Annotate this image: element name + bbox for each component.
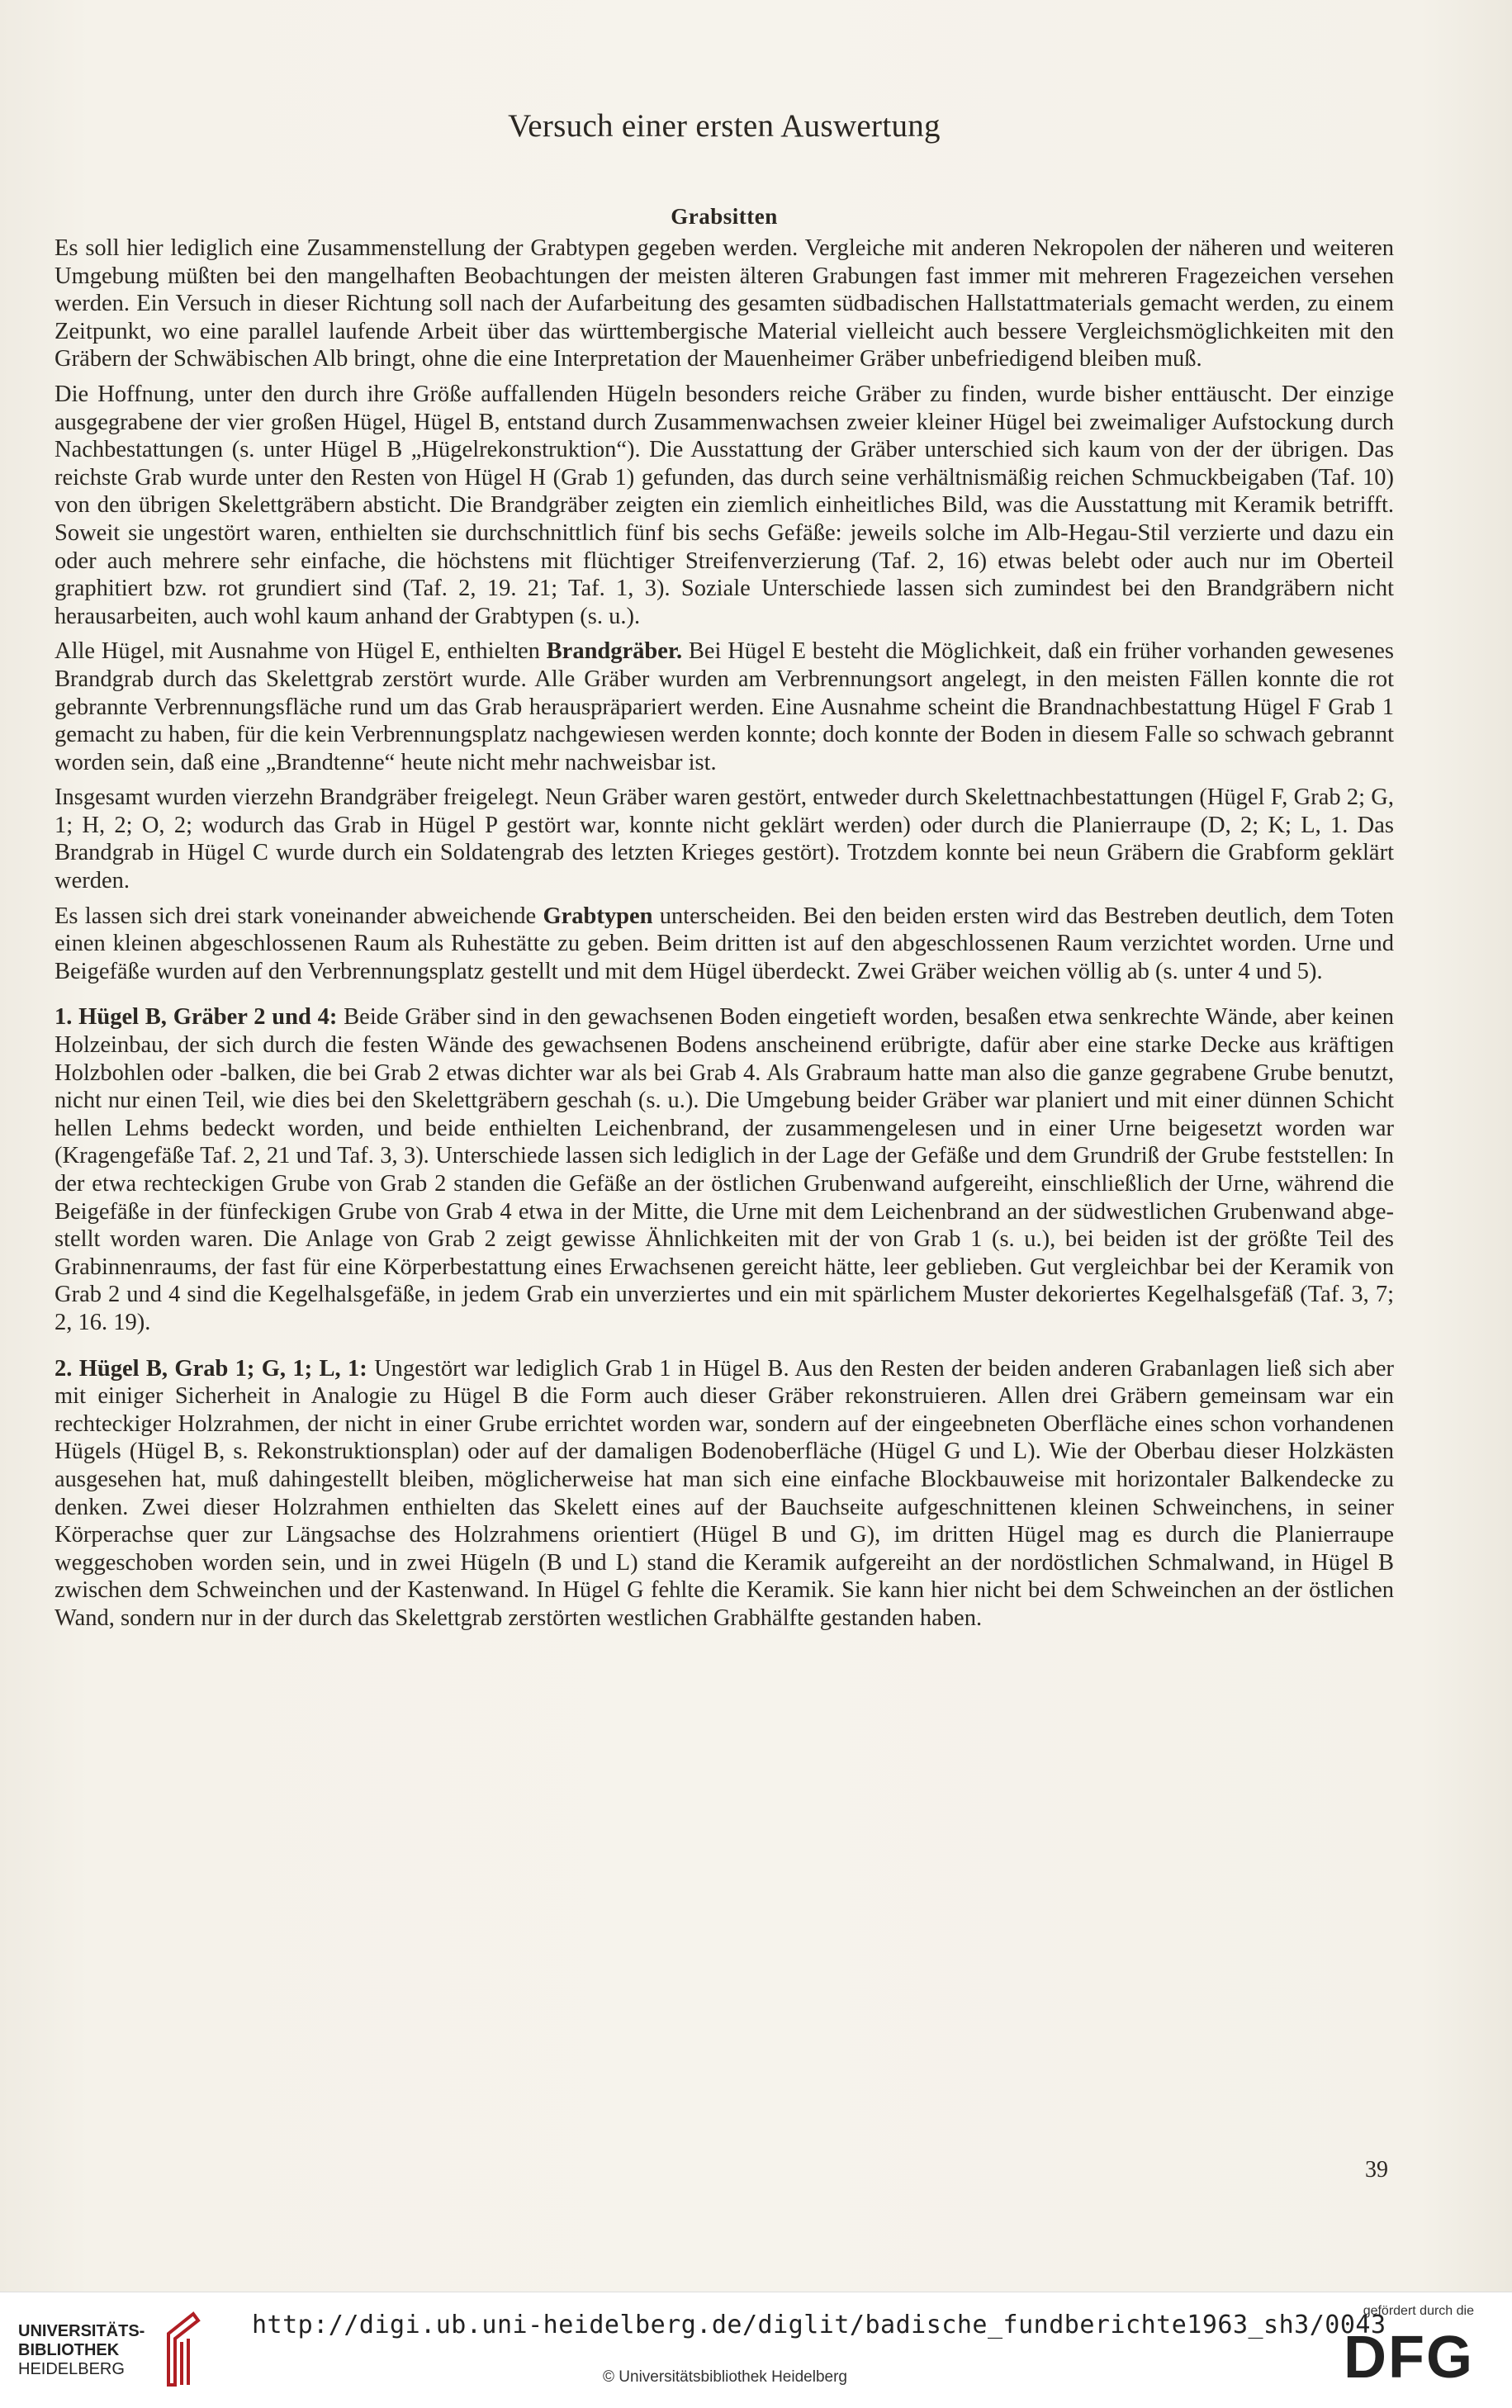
page-number: 39 xyxy=(1365,2157,1388,2183)
paragraph-5-post: unterscheiden. Bei den beiden ersten wird das Bestreben deutlich, dem Toten einen kleinen abgeschlossenen Raum als Ruhestätte zu geben. Beim dritten ist auf den abgeschlossenen Raum verzichtet worden. Urne und Beigefäße wurden auf den Verbrennungsplatz gestellt und mit dem Hügel überdeckt. Zwei Gräber weichen völlig ab (s. unter 4 und 5). xyxy=(55,903,1395,984)
paragraph-3-post: Bei Hügel E besteht die Möglichkeit, daß ein früher vorhanden gewesenes Brandgrab durch das Skelettgrab zerstört wurde. Alle Gräber wurden am Verbrennungsort angelegt, in den meisten Fällen konnte die rot gebrannte Verbrennungsfläche rund um das Grab herauspräpariert werden. Eine Ausnahme scheint die Brandnachbestattung Hügel F Grab 1 gemacht zu haben, für die kein Verbrennungsplatz nachgewiesen werden konnte; doch konnte der Boden in diesem Falle so schwach gebrannt worden sein, daß eine „Brandtenne“ heute nicht mehr nachweisbar ist. xyxy=(55,638,1394,775)
copyright-notice: © Universitätsbibliothek Heidelberg xyxy=(603,2368,847,2386)
paragraph-5 xyxy=(55,903,1394,986)
term-grabtypen: Grabtypen xyxy=(543,903,653,929)
footer-bar xyxy=(0,2292,1512,2408)
document-body xyxy=(55,107,1394,1640)
paragraph-4: Insgesamt wurden vierzehn Brandgräber freigelegt. Neun Gräber waren gestört, entweder durch Skelettnachbestattungen (Hügel F, Grab 2; G, 1; H, 2; O, 2; wodurch das Grab in Hügel P gestört war, konnte nicht geklärt werden) oder durch die Planierraupe (D, 2; K; L, 1. Das Brandgrab in Hügel C wurde durch ein Soldatengrab des letzten Krieges gestört). Trotzdem konnte bei neun Gräbern die Grabform geklärt werden. xyxy=(55,784,1394,894)
paragraph-7 xyxy=(55,1355,1394,1633)
paragraph-5-pre: Es lassen sich drei stark voneinander abweichende xyxy=(55,903,543,929)
paragraph-1: Es soll hier lediglich eine Zusammenstellung der Grabtypen gegeben werden. Vergleiche mit anderen Nekropolen der näheren und weiteren Umgebung müßten bei den mangelhaften Beobachtungen der meisten älteren Grabungen fast immer mit mehreren Fragezeichen versehen werden. Ein Versuch in dieser Richtung soll nach der Aufarbeitung des gesamten südbadischen Hallstattmaterials gemacht werden, zu einem Zeitpunkt, wo eine parallel laufende Arbeit über das württembergische Material vielleicht auch bessere Vergleichsmöglichkeiten mit den Gräbern der Schwäbischen Alb bringt, ohne die eine Interpretation der Mauenheimer Gräber unbefriedigend bleiben muß. xyxy=(55,235,1394,372)
section-2-heading: 2. Hügel B, Grab 1; G, 1; L, 1: xyxy=(55,1355,367,1382)
paragraph-3-pre: Alle Hügel, mit Ausnahme von Hügel E, enthielten xyxy=(55,638,547,665)
paragraph-6 xyxy=(55,1003,1394,1336)
library-name-line1: UNIVERSITÄTS- xyxy=(18,2322,145,2340)
dfg-wordmark: DFG xyxy=(1344,2325,1474,2391)
library-name-line2: BIBLIOTHEK xyxy=(18,2341,120,2359)
page-title: Versuch einer ersten Auswertung xyxy=(508,108,941,144)
library-name-line3: HEIDELBERG xyxy=(18,2360,125,2378)
paragraph-2: Die Hoffnung, unter den durch ihre Größe auffallenden Hügeln besonders reiche Gräber zu finden, wurde bisher enttäuscht. Der einzige ausgegrabene der vier großen Hügel, Hügel B, entstand durch Zusammenwachsen zweier kleiner Hügel bei zweimaliger Aufstockung durch Nachbestattungen (s. unter Hügel B „Hügelrekonstruktion“). Die Ausstattung der Gräber unterschied sich kaum von der der übrigen. Das reichste Grab wurde unter den Resten von Hügel H (Grab 1) gefunden, das durch seine verhältnismäßig reichen Schmuckbeigaben (Taf. 10) von den übrigen Skelettgräbern absticht. Die Brandgräber zeigten ein ziemlich einheitliches Bild, was die Ausstattung mit Keramik betrifft. Soweit sie ungestört waren, enthielten sie durchschnittlich fünf bis sechs Gefäße: jeweils solche im Alb-Hegau-Stil verzierte und dazu ein oder auch mehrere sehr einfache, die höchstens mit flüchtiger Streifenverzierung (Taf. 2, 16) etwas belebt oder auch nur im Oberteil graphitiert bzw. rot grundiert sind (Taf. 2, 19. 21; Taf. 1, 3). Soziale Unterschiede lassen sich zumindest bei den Brandgräbern nicht herausarbeiten, auch wohl kaum anhand der Grabtypen (s. u.). xyxy=(55,381,1394,629)
section-heading: Grabsitten xyxy=(671,204,778,229)
dfg-logo[interactable] xyxy=(1325,2304,1474,2395)
funding-note: gefördert durch die xyxy=(1363,2304,1474,2318)
section-1-heading: 1. Hügel B, Gräber 2 und 4: xyxy=(55,1004,338,1031)
library-mark-icon xyxy=(157,2309,206,2388)
paragraph-6-post: Beide Gräber sind in den gewachsenen Boden eingetieft worden, besaßen etwa senkrechte Wände, aber keinen Holzeinbau, der sich durch die festen Wände des gewachsenen Bodens anscheinend erübrigte, dafür aber eine starke Decke aus kräftigen Holzbohlen oder -balken, die bei Grab 2 etwas dichter war als bei Grab 4. Als Grabraum hatte man also die ganze gegrabene Grube benutzt, nicht nur einen Teil, wie dies bei den Skelettgräbern geschah (s. u.). Die Umgebung beider Gräber war planiert und mit einer dünnen Schicht hellen Lehms bedeckt worden, und beide enthielten Leichenbrand, der zusammengelesen und in einer Urne beigesetzt worden war (Kragengefäße Taf. 2, 21 und Taf. 3, 3). Unterschiede lassen sich lediglich in der Lage der Gefäße und dem Grundriß der Grube feststellen: In der etwa rechteckigen Grube von Grab 2 standen die Gefäße an der östlichen Grubenwand aufgereiht, einschließlich der Urne, während die Beigefäße in der fünfeckigen Grube von Grab 4 etwa in der Mitte, die Urne mit dem Leichenbrand an der südwestlichen Grubenwand abgestellt worden waren. Die Anlage von Grab 2 zeigt gewisse Ähnlichkeiten mit der von Grab 1 (s. u.), bei beiden ist der größte Teil des Grabinnenraums, der fast für eine Körperbestattung eines Erwachsenen gereicht hätte, leer geblieben. Gut vergleichbar bei der Keramik von Grab 2 und 4 sind die Kegelhalsgefäße, in jedem Grab ein unverziertes und ein mit spärlichem Muster dekoriertes Kegelhalsgefäß (Taf. 3, 7; 2, 16. 19). xyxy=(55,1004,1394,1335)
library-name xyxy=(18,2322,145,2379)
paragraph-3 xyxy=(55,638,1394,776)
permalink-url[interactable]: http://digi.ub.uni-heidelberg.de/diglit/badische_fundberichte1963_sh3/0043 xyxy=(252,2311,1386,2339)
library-logo[interactable] xyxy=(18,2304,216,2387)
term-brandgraeber: Brandgräber. xyxy=(546,638,683,665)
paragraph-7-post: Ungestört war lediglich Grab 1 in Hügel B. Aus den Resten der beiden anderen Grabanlagen ließ sich aber mit einiger Sicherheit in Analogie zu Hügel B die Form auch dieser Gräber rekonstruieren. Allen drei Gräbern gemeinsam war ein rechteckiger Holzrahmen, der nicht in einer Grube errichtet worden war, sondern auf der eingeebneten Oberfläche eines schon vorhandenen Hügels (Hügel B, s. Rekonstruktionsplan) oder auf der damaligen Bodenoberfläche (Hügel G und L). Wie der Oberbau dieser Holzkästen ausgesehen hat, muß dahingestellt bleiben, möglicherweise hat man sich eine einfache Blockbauweise mit horizontaler Balkendecke zu denken. Zwei dieser Holzrahmen enthielten das Skelett eines auf der Bauchseite aufgeschnittenen kleinen Schweinchens, in seiner Körperachse quer zur Längsachse des Holzrahmens orientiert (Hügel B und G), im dritten Hügel mag es durch die Planierraupe weggeschoben worden sein, und in zwei Hügeln (B und L) stand die Keramik aufgereiht an der nordöstlichen Schmalwand, in Hügel B zwischen dem Schweinchen und der Kastenwand. In Hügel G fehlte die Keramik. Sie kann hier nicht bei dem Schweinchen an der östlichen Wand, sondern nur in der durch das Skelettgrab zerstörten westlichen Grabhälfte gestanden haben. xyxy=(55,1355,1394,1631)
